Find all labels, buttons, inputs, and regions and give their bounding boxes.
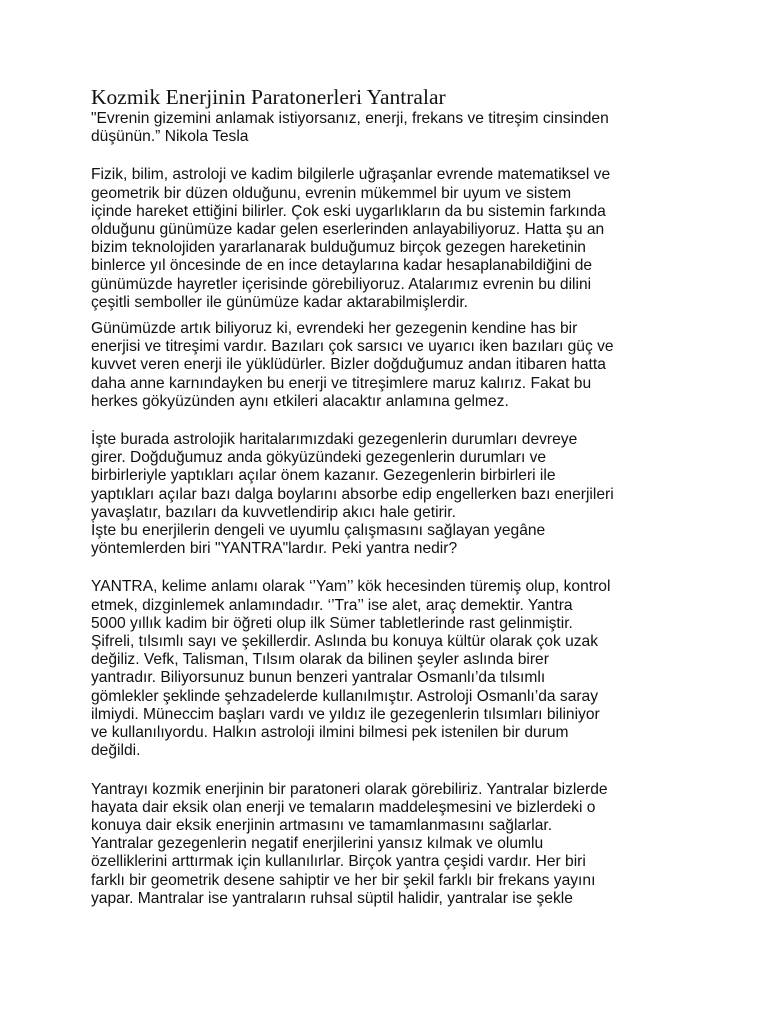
paragraph-line: içinde hareket ettiğini bilirler. Çok eski uygarlıkların da bu sistemin farkında: [91, 202, 606, 220]
paragraph-line: değildi.: [91, 742, 141, 760]
paragraph-line: ve kullanılıyordu. Halkın astroloji ilmini bilmesi pek istenilen bir durum: [91, 724, 569, 742]
paragraph-line: yantradır. Biliyorsunuz bunun benzeri yantralar Osmanlı’da tılsımlı: [91, 669, 546, 687]
paragraph-1: [91, 166, 691, 312]
paragraph-line: değiliz. Vefk, Talisman, Tılsım olarak da bilinen şeyler aslında birer: [91, 651, 549, 669]
paragraph-line: özelliklerini arttırmak için kullanılırlar. Birçok yantra çeşidi vardır. Her biri: [91, 853, 586, 871]
paragraph-line: ilmiydi. Müneccim başları vardı ve yıldız ile gezegenlerin tılsımları biliniyor: [91, 705, 600, 723]
paragraph-line: etmek, dizginlemek anlamındadır. ‘’Tra’’ ise alet, araç demektir. Yantra: [91, 596, 573, 614]
paragraph-line: bizim teknolojiden yararlanarak bulduğumuz birçok gezegen hareketinin: [91, 239, 586, 257]
paragraph-line: Yantrayı kozmik enerjinin bir paratoneri olarak görebiliriz. Yantralar bizlerde: [91, 780, 608, 798]
paragraph-line: yavaşlatır, bazıları da kuvvetlendirip akıcı hale getirir.: [91, 503, 456, 521]
paragraph-line: Şifreli, tılsımlı sayı ve şekillerdir. Aslında bu konuya kültür olarak çok uzak: [91, 633, 599, 651]
paragraph-line: kuvvet veren enerji ile yüklüdürler. Bizler doğduğumuz andan itibaren hatta: [91, 356, 606, 374]
paragraph-line: İşte bu enerjilerin dengeli ve uyumlu çalışmasını sağlayan yegâne: [91, 522, 546, 540]
paragraph-3: [91, 431, 691, 558]
paragraph-line: birbirleriyle yaptıkları açılar önem kazanır. Gezegenlerin birbirleri ile: [91, 467, 556, 485]
paragraph-line: 5000 yıllık kadim bir öğreti olup ilk Sümer tabletlerinde rast gelinmiştir.: [91, 614, 573, 632]
document-title: Kozmik Enerjinin Paratonerleri Yantralar: [91, 85, 446, 109]
paragraph-line: geometrik bir düzen olduğunu, evrenin mükemmel bir uyum ve sistem: [91, 184, 572, 202]
document-page: [91, 84, 691, 908]
paragraph-line: hayata dair eksik olan enerji ve temaların maddeleşmesini ve bizlerdeki o: [91, 798, 596, 816]
paragraph-line: farklı bir geometrik desene sahiptir ve her bir şekil farklı bir frekans yayını: [91, 871, 596, 889]
paragraph-line: Fizik, bilim, astroloji ve kadim bilgilerle uğraşanlar evrende matematiksel ve: [91, 166, 611, 184]
paragraph-line: daha anne karnındayken bu enerji ve titreşimlere maruz kalırız. Fakat bu: [91, 374, 592, 392]
paragraph-line: yöntemlerden biri "YANTRA"lardır. Peki yantra nedir?: [91, 540, 458, 558]
quote-line: düşünün.” Nikola Tesla: [91, 128, 249, 146]
paragraph-line: olduğunu günümüze kadar gelen eserlerinden anlayabiliyoruz. Hatta şu an: [91, 221, 605, 239]
paragraph-line: çeşitli semboller ile günümüze kadar aktarabilmişlerdir.: [91, 293, 469, 311]
paragraph-line: YANTRA, kelime anlamı olarak ‘’Yam’’ kök hecesinden türemiş olup, kontrol: [91, 578, 611, 596]
paragraph-line: enerjisi ve titreşimi vardır. Bazıları çok sarsıcı ve uyarıcı iken bazıları güç ve: [91, 338, 614, 356]
paragraph-line: yapar. Mantralar ise yantraların ruhsal süptil halidir, yantralar ise şekle: [91, 889, 573, 907]
tesla-quote: [91, 110, 691, 146]
paragraph-line: konuya dair eksik enerjinin artmasını ve tamamlanmasını sağlarlar.: [91, 816, 553, 834]
paragraph-2: [91, 320, 691, 411]
quote-line: "Evrenin gizemini anlamak istiyorsanız, enerji, frekans ve titreşim cinsinden: [91, 110, 609, 127]
paragraph-line: girer. Doğduğumuz anda gökyüzündeki gezegenlerin durumları ve: [91, 449, 547, 467]
paragraph-line: Yantralar gezegenlerin negatif enerjilerini yansız kılmak ve olumlu: [91, 835, 544, 853]
paragraph-line: gömlekler şeklinde şehzadelerde kullanılmıştır. Astroloji Osmanlı’da saray: [91, 687, 599, 705]
paragraph-line: günümüzde hayretler içerisinde görebiliyoruz. Atalarımız evrenin bu dilini: [91, 275, 592, 293]
paragraph-line: Günümüzde artık biliyoruz ki, evrendeki her gezegenin kendine has bir: [91, 320, 578, 338]
paragraph-5: [91, 781, 691, 908]
paragraph-line: yaptıkları açılar bazı dalga boylarını absorbe edip engellerken bazı enerjileri: [91, 485, 614, 503]
paragraph-line: herkes gökyüzünden aynı etkileri alacaktır anlamına gelmez.: [91, 392, 509, 410]
paragraph-4: [91, 578, 691, 760]
paragraph-line: İşte burada astrolojik haritalarımızdaki gezegenlerin durumları devreye: [91, 431, 578, 449]
paragraph-line: binlerce yıl öncesinde de en ince detaylarına kadar hesaplanabildiğini de: [91, 257, 593, 275]
